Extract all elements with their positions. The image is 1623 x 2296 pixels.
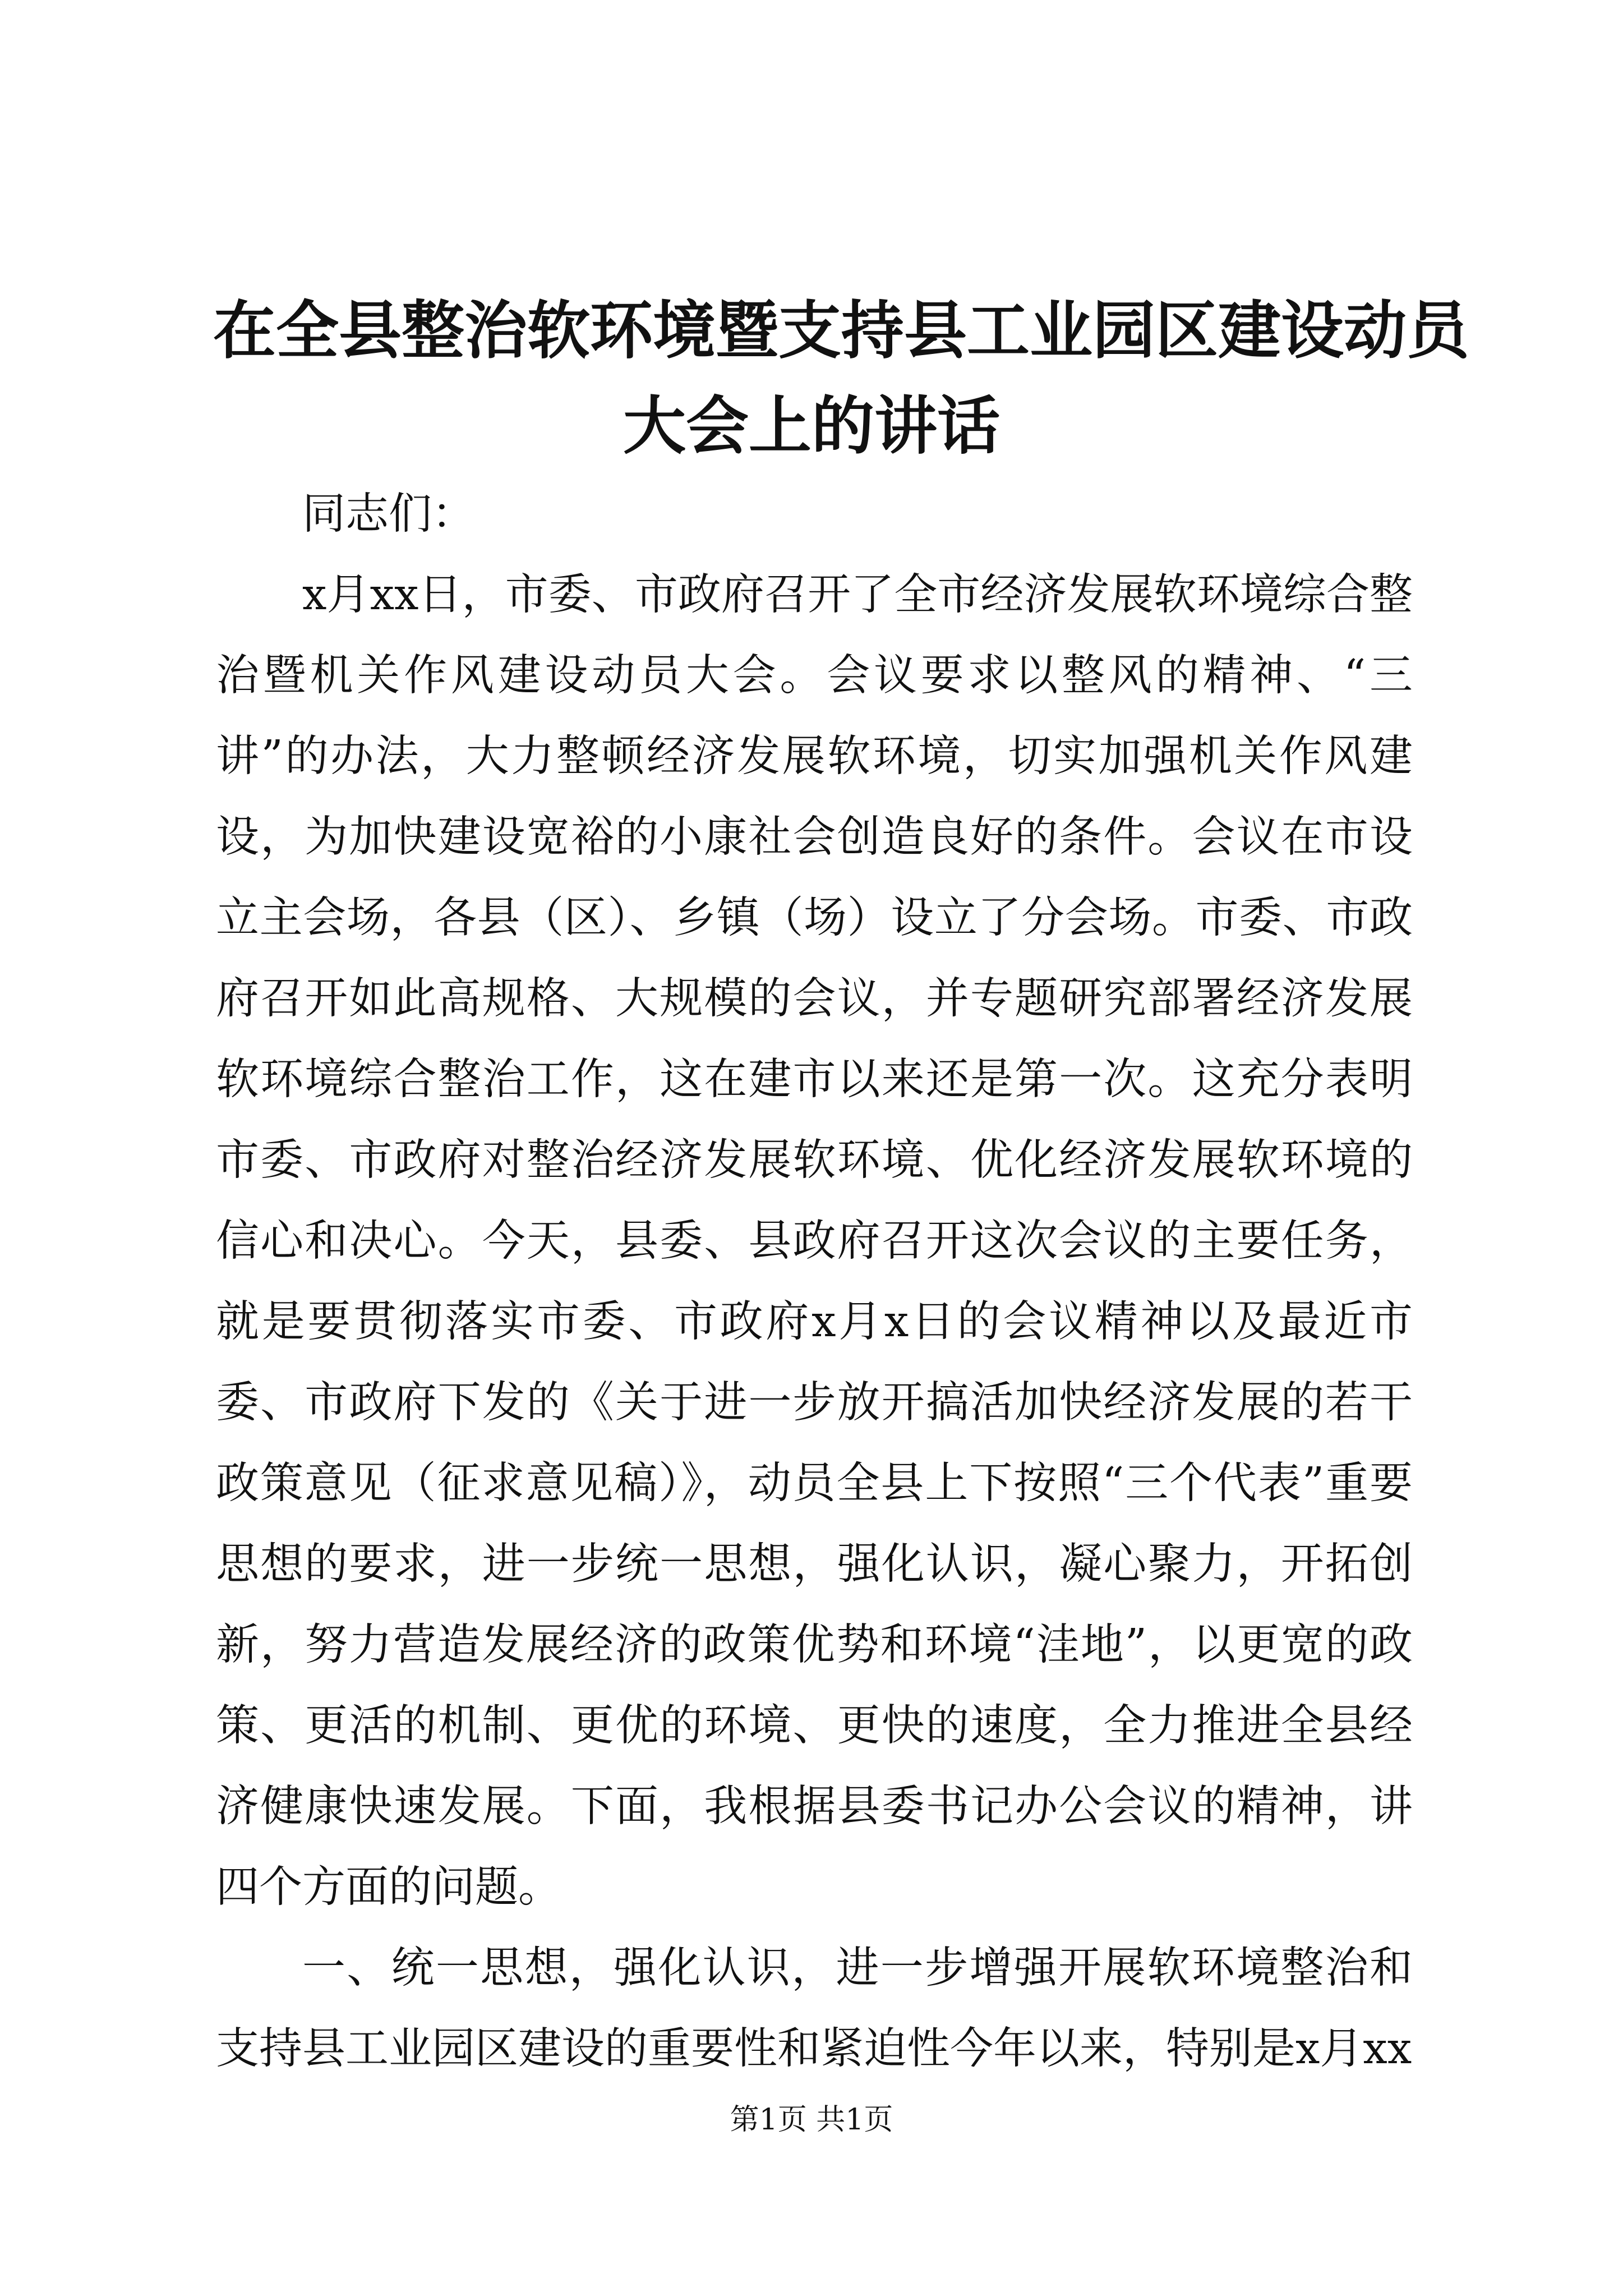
document-title <box>213 283 1469 474</box>
title-line-1: 在全县整治软环境暨支持县工业园区建设动员 <box>213 294 1469 367</box>
page-footer: 第1页 共1页 <box>730 2103 893 2137</box>
salutation: 同志们： <box>302 489 475 539</box>
title-line-2: 大会上的讲话 <box>623 389 1000 463</box>
paragraph-intro: x月xx日，市委、市政府召开了全市经济发展软环境综合整治暨机关作风建设动员大会。会议要求以整风的精神、“三讲”的办法，大力整顿经济发展软环境，切实加强机关作风建设，为加快建设宽裕的小康社会创造良好的条件。会议在市设立主会场，各县（区）、乡镇（场）设立了分会场。市委、市政府召开如此高规格、大规模的会议，并专题研究部署经济发展软环境综合整治工作，这在建市以来还是第一次。这充分表明市委、市政府对整治经济发展软环境、优化经济发展软环境的信心和决心。今天，县委、县政府召开这次会议的主要任务，就是要贯彻落实市委、市政府x月x日的会议精神以及最近市委、市政府下发的《关于进一步放开搞活加快经济发展的若干政策意见（征求意见稿）》，动员全县上下按照“三个代表”重要思想的要求，进一步统一思想，强化认识，凝心聚力，开拓创新，努力营造发展经济的政策优势和环境“洼地”，以更宽的政策、更活的机制、更优的环境、更快的速度，全力推进全县经济健康快速发展。下面，我根据县委书记办公会议的精神，讲四个方面的问题。 <box>216 570 1413 1912</box>
document-body <box>216 474 1413 2090</box>
paragraph-section-one: 一、统一思想，强化认识，进一步增强开展软环境整治和支持县工业园区建设的重要性和紧迫性今年以来，特别是x月xx <box>216 1943 1413 2074</box>
